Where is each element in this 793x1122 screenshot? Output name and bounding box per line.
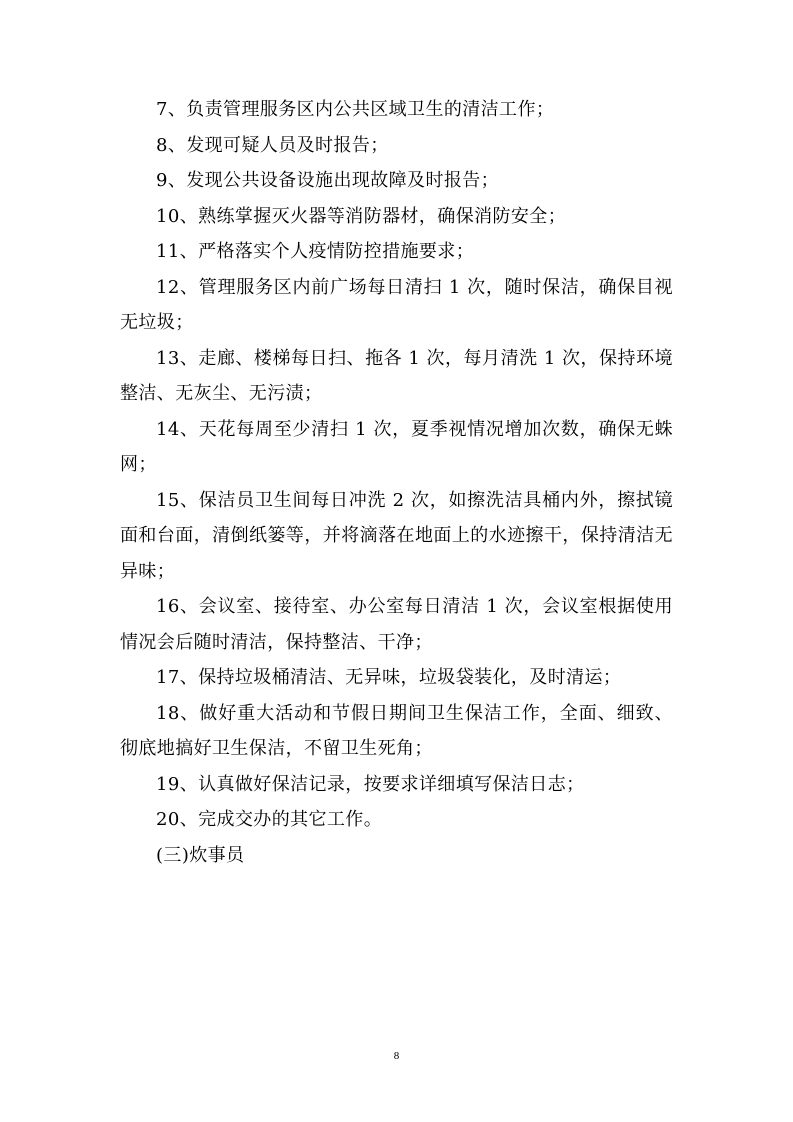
paragraph-item-18: 18、做好重大活动和节假日期间卫生保洁工作，全面、细致、彻底地搞好卫生保洁，不留卫生死角； <box>120 702 673 759</box>
page-number: 8 <box>393 1050 400 1062</box>
paragraph-item-10: 10、熟练掌握灭火器等消防器材，确保消防安全； <box>156 205 567 227</box>
document-body <box>120 92 673 873</box>
section-heading-cook: (三)炊事员 <box>156 844 245 866</box>
paragraph-item-7: 7、负责管理服务区内公共区域卫生的清洁工作； <box>156 99 555 120</box>
paragraph-item-15: 15、保洁员卫生间每日冲洗 2 次，如擦洗洁具桶内外，擦拭镜面和台面，清倒纸篓等，并将滴落在地面上的水迹擦干，保持清洁无异味； <box>120 489 673 582</box>
paragraph-item-12: 12、管理服务区内前广场每日清扫 1 次，随时保洁，确保目视无垃圾； <box>120 276 673 333</box>
paragraph-item-8: 8、发现可疑人员及时报告； <box>156 134 389 156</box>
paragraph-item-19: 19、认真做好保洁记录，按要求详细填写保洁日志； <box>156 773 585 795</box>
paragraph-item-14: 14、天花每周至少清扫 1 次，夏季视情况增加次数，确保无蛛网； <box>120 418 673 475</box>
paragraph-item-20: 20、完成交办的其它工作。 <box>156 809 383 830</box>
paragraph-item-13: 13、走廊、楼梯每日扫、拖各 1 次，每月清洗 1 次，保持环境整洁、无灰尘、无污渍； <box>120 347 673 404</box>
paragraph-item-17: 17、保持垃圾桶清洁、无异味，垃圾袋装化，及时清运； <box>156 667 622 688</box>
paragraph-item-11: 11、严格落实个人疫情防控措施要求； <box>156 241 475 262</box>
paragraph-item-16: 16、会议室、接待室、办公室每日清洁 1 次，会议室根据使用情况会后随时清洁，保持整洁、干净； <box>120 596 673 653</box>
paragraph-item-9: 9、发现公共设备设施出现故障及时报告； <box>156 170 500 191</box>
